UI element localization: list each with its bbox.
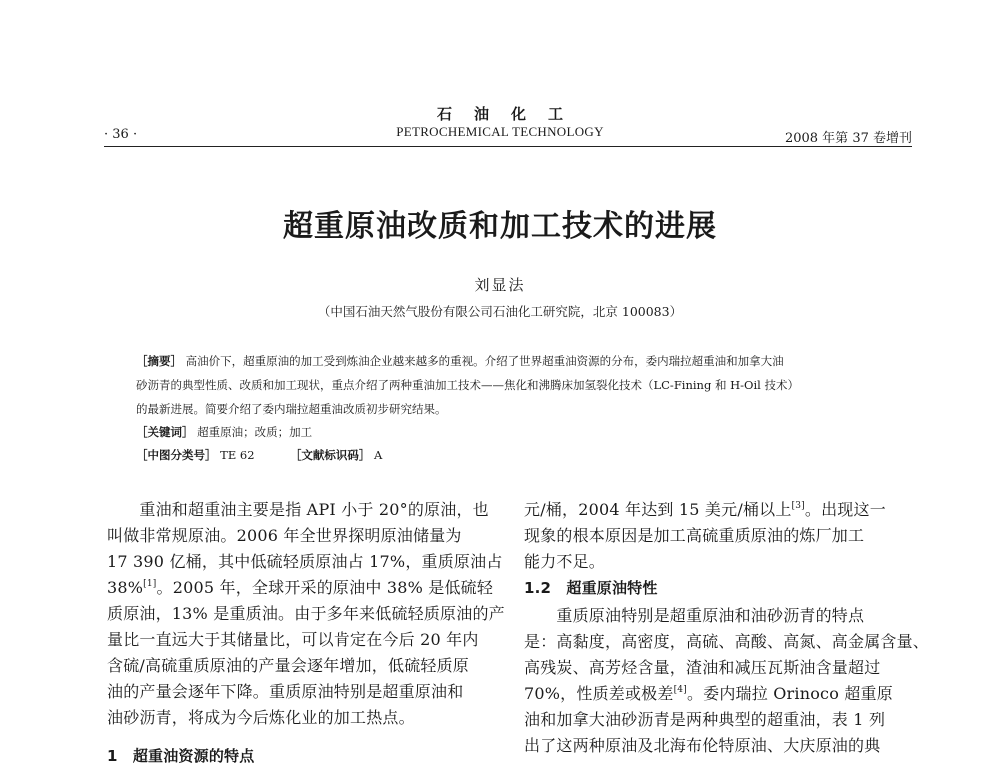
- header-rule: [104, 146, 912, 147]
- left-line-1: 重油和超重油主要是指 API 小于 20°的原油，也: [107, 500, 489, 519]
- citation-4: [4]: [673, 685, 687, 695]
- keywords-text: 超重原油；改质；加工: [197, 425, 313, 439]
- abstract-text-1: 高油价下，超重原油的加工受到炼油企业越来越多的重视。介绍了世界超重油资源的分布，委内瑞拉超重油和加拿大油: [185, 354, 784, 368]
- right-line-3: 能力不足。: [524, 552, 606, 571]
- left-line-4-tail: 。2005 年，全球开采的原油中 38% 是低硫轻: [156, 578, 494, 597]
- clc-label: ［中图分类号］: [136, 448, 217, 462]
- author: 刘显法: [474, 276, 526, 294]
- abstract-line-3: 的最新进展。简要介绍了委内瑞拉超重油改质初步研究结果。: [136, 402, 447, 416]
- citation-1: [1]: [143, 579, 157, 589]
- doc-label: ［文献标识码］: [289, 448, 371, 462]
- journal-title-cn: 石油化工: [436, 105, 585, 123]
- left-line-6: 量比一直远大于其储量比，可以肯定在今后 20 年内: [107, 630, 479, 649]
- doc-value: A: [373, 448, 383, 462]
- left-line-9: 油砂沥青，将成为今后炼化业的加工热点。: [107, 708, 415, 727]
- journal-title-en: PETROCHEMICAL TECHNOLOGY: [396, 124, 604, 139]
- abstract-line-2: 砂沥青的典型性质、改质和加工现状，重点介绍了两种重油加工技术——焦化和沸腾床加氢裂化技术（LC-Fining 和 H-Oil 技术）: [136, 378, 799, 392]
- right-line-9: 油和加拿大油砂沥青是两种典型的超重油，表 1 列: [524, 710, 886, 729]
- page-number: · 36 ·: [104, 127, 138, 142]
- abstract-line-1: [136, 353, 784, 369]
- left-line-5: 质原油，13% 是重质油。由于多年来低硫轻质原油的产: [107, 604, 505, 623]
- left-line-7: 含硫/高硫重质原油的产量会逐年增加，低硫轻质原: [107, 656, 469, 675]
- abstract-label: ［摘要］: [136, 354, 182, 368]
- keywords-line: [136, 424, 312, 440]
- article-title: 超重原油改质和加工技术的进展: [283, 209, 717, 244]
- clc-value: TE 62: [220, 448, 255, 462]
- right-line-7: 高残炭、高芳烃含量，渣油和减压瓦斯油含量超过: [524, 658, 881, 677]
- right-line-1-tail: 。出现这一: [804, 500, 886, 519]
- section-heading-1: 1 超重油资源的特点: [107, 747, 255, 765]
- right-line-8-head: 70%，性质差或极差: [524, 684, 674, 703]
- right-line-5: 重质原油特别是超重原油和油砂沥青的特点: [524, 606, 865, 625]
- left-line-8: 油的产量会逐年下降。重质原油特别是超重原油和: [107, 682, 464, 701]
- right-line-8: [524, 681, 893, 704]
- classification-line: [136, 447, 382, 463]
- right-line-1: [524, 497, 886, 520]
- section-heading-1-2: 1.2 超重原油特性: [524, 579, 658, 597]
- affiliation: （中国石油天然气股份有限公司石油化工研究院，北京 100083）: [317, 304, 683, 319]
- right-line-8-tail: 。委内瑞拉 Orinoco 超重原: [686, 684, 893, 703]
- left-line-2: 叫做非常规原油。2006 年全世界探明原油储量为: [107, 526, 462, 545]
- left-line-3: 17 390 亿桶，其中低硫轻质原油占 17%，重质原油占: [107, 552, 503, 571]
- right-line-1-head: 元/桶，2004 年达到 15 美元/桶以上: [524, 500, 792, 519]
- right-line-10: 出了这两种原油及北海布伦特原油、大庆原油的典: [524, 736, 881, 755]
- issue-info: 2008 年第 37 卷增刊: [784, 131, 912, 146]
- right-line-6: 是：高黏度，高密度，高硫、高酸、高氮、高金属含量、: [524, 632, 930, 651]
- left-line-4: [107, 575, 493, 598]
- keywords-label: ［关键词］: [136, 425, 194, 439]
- citation-3: [3]: [791, 501, 805, 511]
- left-line-4-head: 38%: [107, 578, 144, 597]
- right-line-2: 现象的根本原因是加工高硫重质原油的炼厂加工: [524, 526, 865, 545]
